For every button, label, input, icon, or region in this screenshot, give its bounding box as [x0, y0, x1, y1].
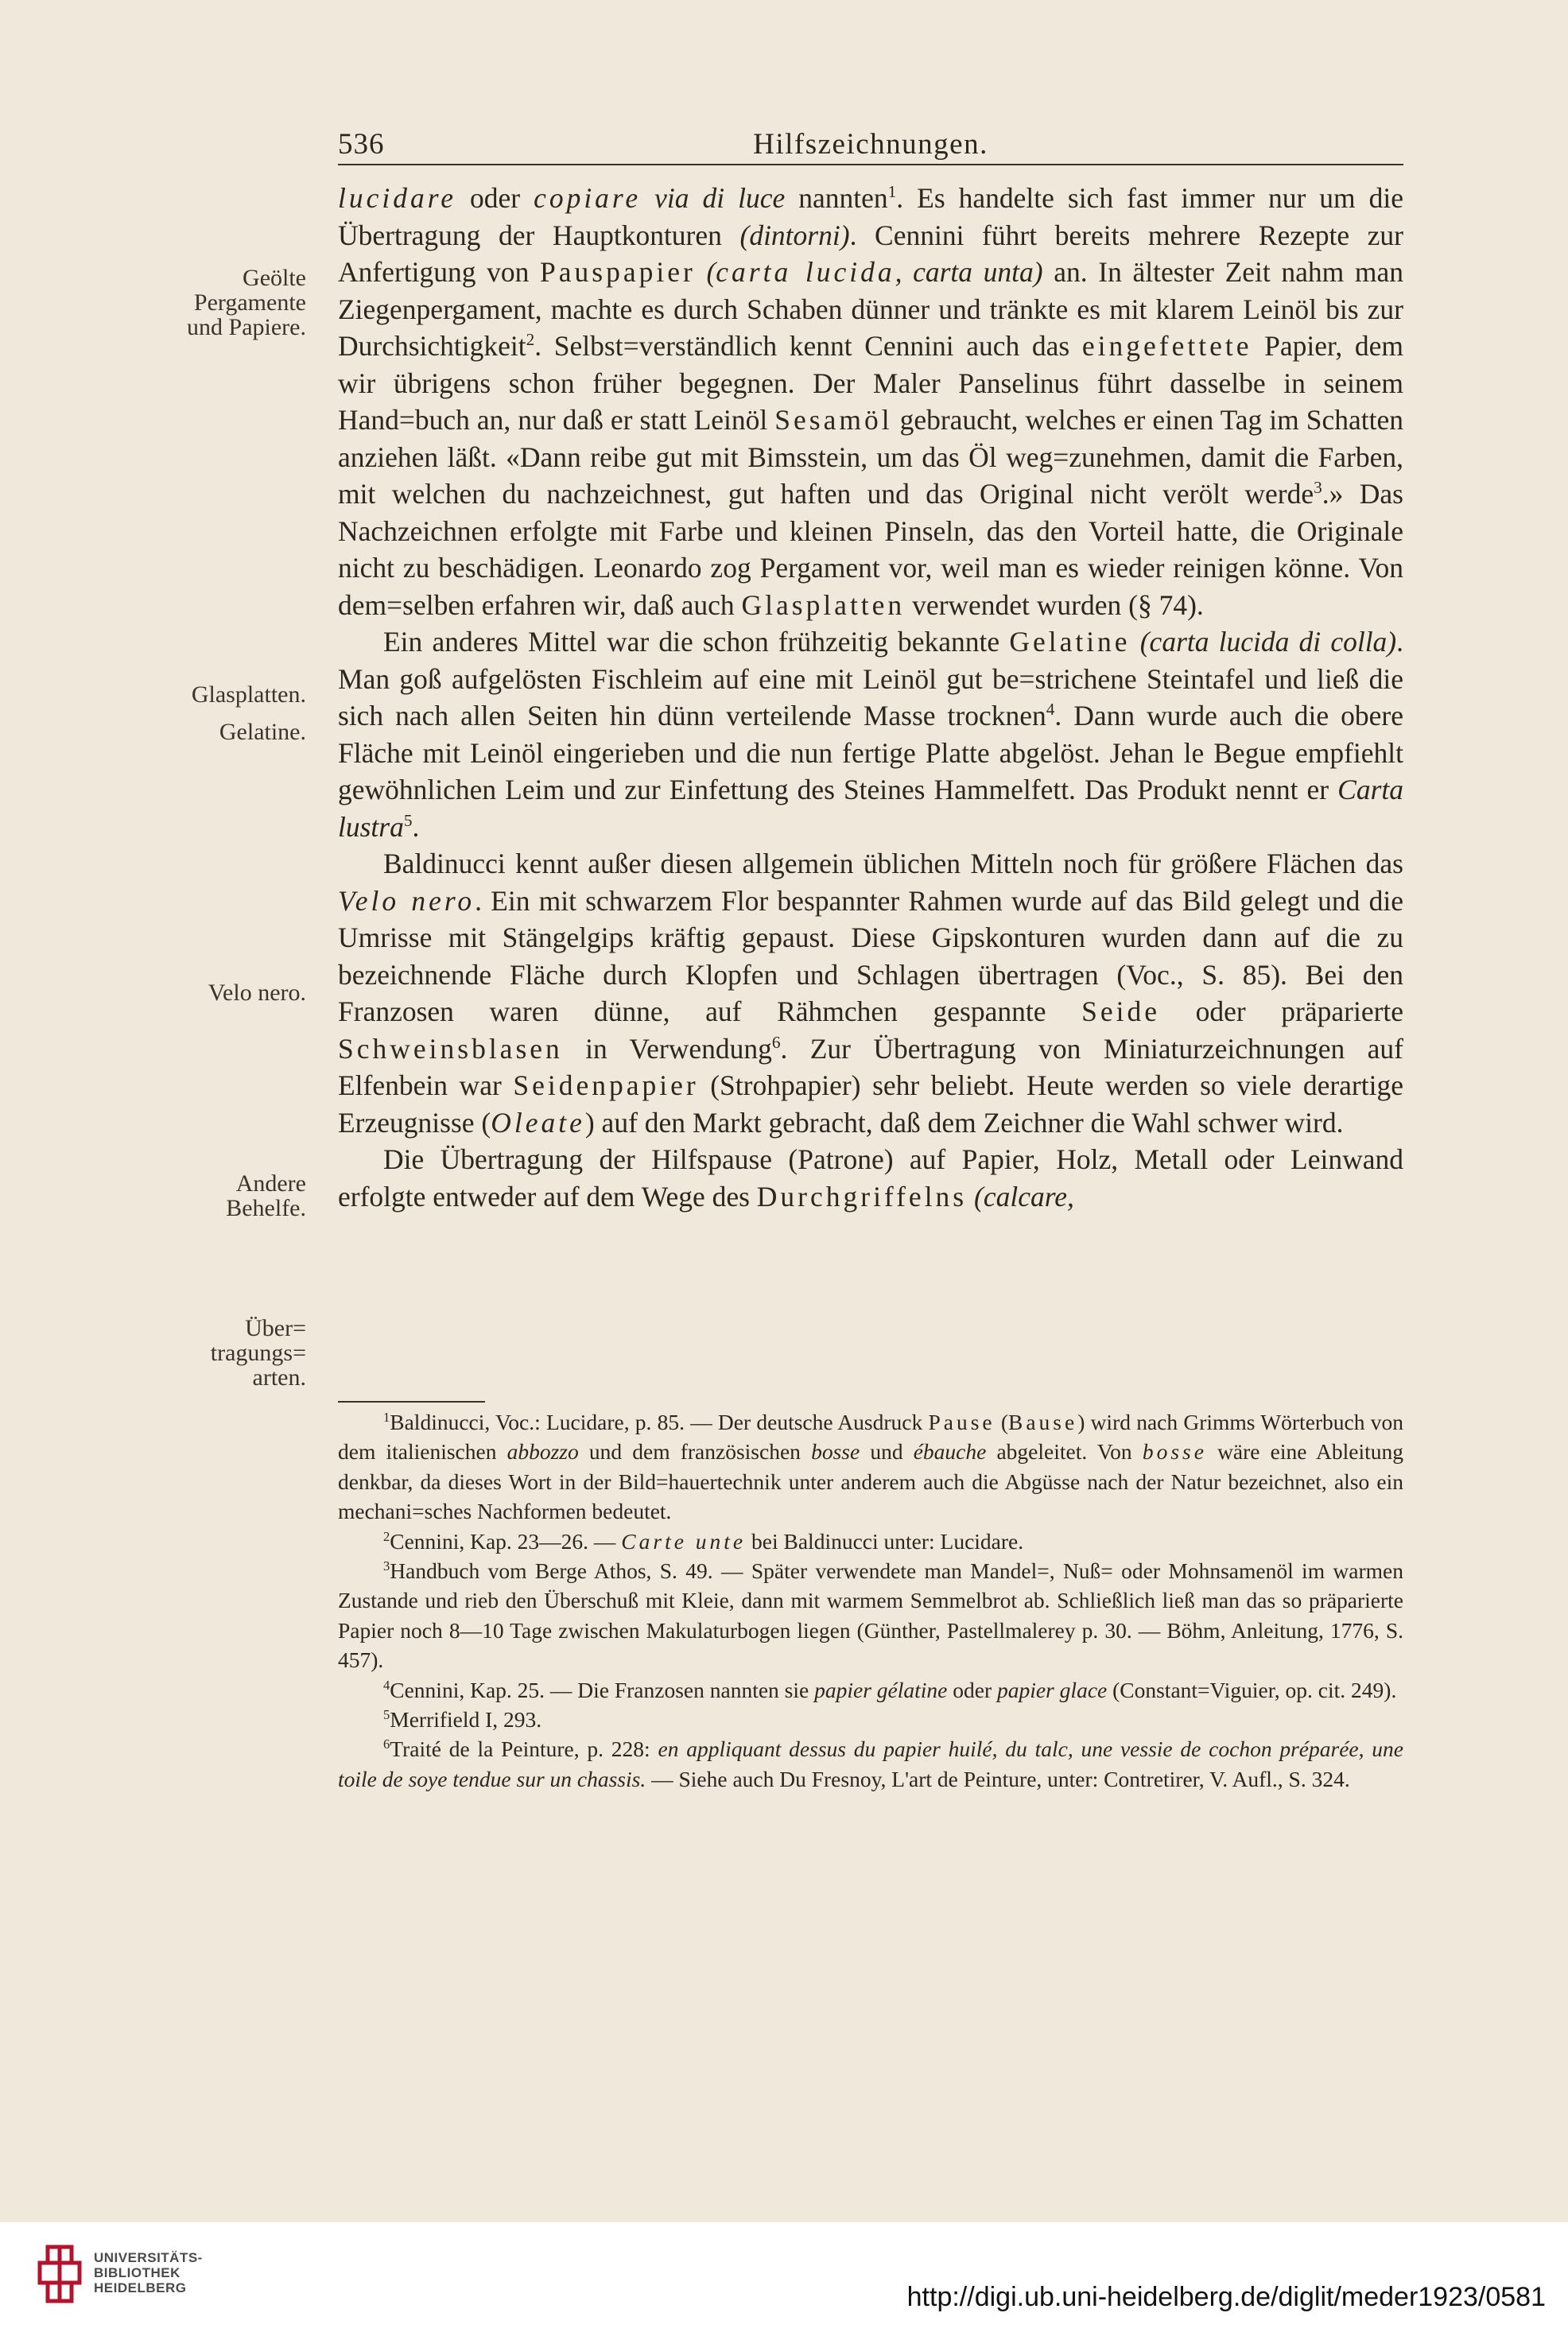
digitization-footer — [0, 2222, 1568, 2336]
footnote-1: $^1$Baldinucci, Voc.: Lucidare, p. 85. — Der deutsche Ausdruck Pause (Bause) wird nach Grimms Wörterbuch von dem italienischen abbozzo und dem französischen bosse und ébauche abgeleitet. Von bosse wäre eine Ableitung denkbar, da dieses Wort in der Bild=hauertechnik unter anderem auch die Abgüsse nach der Natur bezeichnet, also ein mechani=sches Nachformen bedeutet. — [338, 1409, 1404, 1524]
running-header — [338, 127, 1403, 165]
margin-note-transfer-methods: Über= tragungs= arten. — [210, 1315, 306, 1391]
footnote-ref: 3 — [1314, 478, 1322, 498]
page-number: 536 — [338, 128, 385, 161]
margin-note-gelatine: Gelatine. — [219, 719, 306, 745]
library-logo-icon — [32, 2239, 87, 2306]
footnote-5: $^5$Merrifield I, 293. — [383, 1706, 542, 1733]
margin-note-oiled-papers: Geölte Pergamente und Papiere. — [187, 265, 306, 340]
paragraph-1: lucidare oder copiare via di luce nannten$^1$. Es handelte sich fast immer nur um die Übertragung der Hauptkonturen (dintorni). Cennini führt bereits mehrere Rezepte zur Anfertigung von Pauspapier (carta lucida, carta unta) an. In ältester Zeit nahm man Ziegenpergament, machte es durch Schaben dünner und tränkte es mit klarem Leinöl bis zur Durchsichtigkeit$^2$. Selbst=verständlich kennt Cennini auch das eingefettete Papier, dem wir übrigens schon früher begegnen. Der Maler Panselinus führt dasselbe in seinem Hand=buch an, nur daß er statt Leinöl Sesamöl gebraucht, welches er einen Tag im Schatten anziehen läßt. «Dann reibe gut mit Bimsstein, um das Öl weg=zunehmen, damit die Farben, mit welchen du nachzeichnest, gut haften und das Original nicht verölt werde$^3$.» Das Nachzeichnen erfolgte mit Farbe und kleinen Pinseln, das den Vorteil hatte, die Originale nicht zu beschädigen. Leonardo zog Pergament vor, weil man es wieder reinigen könne. Von dem=selben erfahren wir, daß auch Glasplatten verwendet wurden (§ 74). — [338, 182, 1404, 621]
footnote-rule — [338, 1401, 485, 1403]
margin-note-glass-plates: Glasplatten. — [191, 681, 306, 708]
margin-note-velo-nero: Velo nero. — [208, 980, 306, 1006]
main-text — [338, 180, 1403, 1215]
running-title: Hilfszeichnungen. — [753, 128, 988, 161]
source-url[interactable]: http://digi.ub.uni-heidelberg.de/diglit/meder1923/0581 — [906, 2282, 1546, 2312]
library-name: UNIVERSITÄTS- BIBLIOTHEK HEIDELBERG — [94, 2250, 203, 2295]
footnote-6: $^6$Traité de la Peinture, p. 228: en appliquant dessus du papier huilé, du talc, une vessie de cochon préparée, une toile de soye tendue sur un chassis. — Siehe auch Du Fresnoy, L'art de Peinture, unter: Contretirer, V. Aufl., S. 324. — [338, 1736, 1403, 1791]
footnotes — [338, 1407, 1403, 1794]
paragraph-3: Baldinucci kennt außer diesen allgemein üblichen Mitteln noch für größere Flächen das Velo nero. Ein mit schwarzem Flor bespannter Rahmen wurde auf das Bild gelegt und die Umrisse mit Stängelgips kräftig gepaust. Diese Gipskonturen wurden dann auf die zu bezeichnende Fläche durch Klopfen und Schlagen übertragen (Voc., S. 85). Bei den Franzosen waren dünne, auf Rähmchen gespannte Seide oder präparierte Schweinsblasen in Verwendung$^6$. Zur Übertragung von Miniaturzeichnungen auf Elfenbein war Seidenpapier (Strohpapier) sehr beliebt. Heute werden so viele derartige Erzeugnisse (Oleate) auf den Markt gebracht, daß dem Zeichner die Wahl schwer wird. — [338, 848, 1404, 1139]
footnote-ref: 6 — [771, 1032, 781, 1052]
footnote-4: $^4$Cennini, Kap. 25. — Die Franzosen nannten sie papier gélatine oder papier glace (Constant=Viguier, op. cit. 249). — [383, 1677, 1397, 1702]
footnote-ref: 5 — [403, 810, 413, 830]
paragraph-2: Ein anderes Mittel war die schon frühzeitig bekannte Gelatine (carta lucida di colla). Man goß aufgelösten Fischleim auf eine mit Leinöl gut be=strichene Steintafel und ließ die sich nach allen Seiten hin dünn verteilende Masse trocknen$^4$. Dann wurde auch die obere Fläche mit Leinöl eingerieben und die nun fertige Platte abgelöst. Jehan le Begue empfiehlt gewöhnlichen Leim und zur Einfettung des Steines Hammelfett. Das Produkt nennt er Carta lustra$^5$. — [338, 626, 1404, 843]
footnote-ref: 1 — [887, 182, 897, 202]
footnote-2: $^2$Cennini, Kap. 23—26. — Carte unte bei Baldinucci unter: Lucidare. — [383, 1528, 1024, 1554]
margin-note-other-aids: Andere Behelfe. — [226, 1170, 306, 1221]
paragraph-4: Die Übertragung der Hilfspause (Patrone) auf Papier, Holz, Metall oder Leinwand erfolgte entweder auf dem Wege des Durchgriffelns (calcare, — [338, 1143, 1403, 1213]
footnote-ref: 2 — [526, 330, 535, 350]
footnote-ref: 4 — [1046, 700, 1055, 720]
footnote-3: $^3$Handbuch vom Berge Athos, S. 49. — Später verwendete man Mandel=, Nuß= oder Mohnsamenöl im warmen Zustande und rieb den Überschuß mit Kleie, dann mit warmem Semmelbrot ab. Schließlich ließ man das so präparierte Papier noch 8—10 Tage zwischen Makulaturbogen liegen (Günther, Pastellmalerey p. 30. — Böhm, Anleitung, 1776, S. 457). — [338, 1558, 1403, 1673]
